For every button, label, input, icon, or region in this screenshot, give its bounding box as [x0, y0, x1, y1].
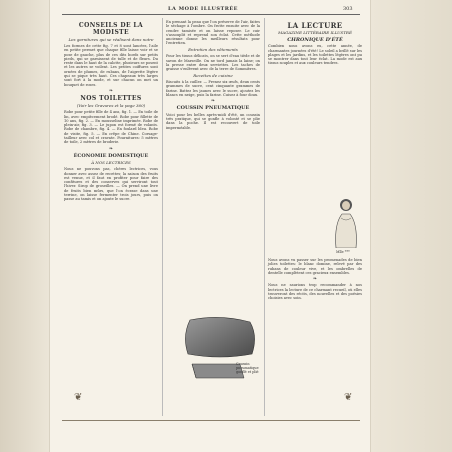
- column-3-lower: [268, 258, 362, 302]
- conseils-text: Les formes de cette fig. 7 et 8 sont lancées, l'aile en petite permet que chaque fille laisse voir et se pose de gauche, plus de ces dits bords sur petits pieds, qui se garnissent de tulle et de fleurs. Du reste dans le haut de la calotte, plusieurs se posent et les autres se voilent. Les petites coiffures sont ornées de plumes, de rubans, de l'aigrette légère qui se pique très haut. Ces chapeaux très larges sont fort à la mode, et sur chacun on met un bouquet de roses.: [64, 44, 158, 87]
- recettes-title: Recettes de cuisine: [193, 72, 233, 78]
- economie-title: ÉCONOMIE DOMESTIQUE: [73, 152, 149, 159]
- chronique-title: CHRONIQUE D'ÉTÉ: [287, 37, 343, 43]
- column-2: [166, 20, 260, 131]
- economie-subtitle: À NOS LECTRICES: [91, 160, 131, 166]
- ornament: ❧: [312, 276, 318, 283]
- lecture-subtitle: MAGAZINE LITTÉRAIRE ILLUSTRÉ: [278, 30, 352, 35]
- header-title: LA MODE ILLUSTRÉE: [168, 6, 238, 12]
- ornament: ❧: [108, 145, 114, 152]
- ornament: ❧: [108, 87, 114, 94]
- toilettes-title: NOS TOILETTES: [80, 95, 142, 103]
- header-rule: [62, 14, 360, 15]
- entretien-title: Entretien des vêtements: [188, 47, 238, 53]
- column-3: [268, 20, 362, 67]
- vine-ornament-right: ❦: [344, 392, 353, 403]
- column-1: [64, 20, 158, 203]
- entretien-text: Pour les tissus délicats, on se sert d'eau tiède et de savon de Marseille. On ne tord jamais la laine; on la presse entre deux serviettes. Les taches de graisse s'enlèvent avec de la terre de Sommières.: [166, 54, 260, 72]
- right-margin-shadow: [370, 0, 452, 452]
- ornament: ❧: [210, 98, 216, 105]
- vine-ornament-left: ❦: [74, 392, 83, 403]
- lecture-title: LA LECTURE: [287, 21, 343, 30]
- column-separator: [162, 18, 163, 416]
- portrait-caption: Mlle ***: [336, 250, 350, 254]
- toilettes-text: Robe pour petite fille de 4 ans, fig. 1. — En toile de lin, avec empiècement brodé. Robe pour fillette de 10 ans, fig. 2. — En mousseline imprimée. Robe de plein-air, fig. 3. — Le jupon est formé de volants. Robe de chambre, fig. 4. — En foulard bleu. Robe de visite, fig. 5. — En crêpe de Chine. Corsage-tailleur avec col et cravate. Fournitures: 5 mètres de toile, 2 mètres de broderie.: [64, 110, 158, 145]
- coussin-text: Voici pour les belles après-midi d'été, un coussin très pratique, qui se gonfle à volonté et se plie dans la poche. Il est recouvert de toile imperméable.: [166, 112, 260, 130]
- cushion-caption: Coussin pneumatique gonflé et plié: [236, 362, 259, 374]
- col2-text-1: En prenant la peau que l'on préserve de l'air, faites le séchage à l'ombre. On frotte ensuite avec de la cendre tamisée et on laisse reposer. Le cuir s'assouplit et reprend son éclat. Cette méthode ancienne donne les meilleurs résultats pour l'entretien.: [166, 20, 260, 46]
- chronique-text-2: Nous avons vu passer sur les promenades de bien jolies toilettes: le blanc domine, relevé par des rubans de couleur vive, et les ombrelles de dentelle complètent ces gracieux ensembles.: [268, 258, 362, 275]
- cushion-illustration: [180, 314, 262, 400]
- recettes-text: Biscuits à la cuiller. — Prenez six œufs, deux cents grammes de sucre, cent cinquante grammes de farine. Battez les jaunes avec le sucre, ajoutez les blancs en neige, puis la farine. Cuisez à four doux.: [166, 79, 260, 97]
- toilettes-subtitle: (Voir les Gravures et la page 360): [76, 103, 146, 109]
- lecture-footer-text: Nous ne saurions trop recommander à nos lectrices la lecture de ce charmant recueil, où elles trouveront des récits, des nouvelles et des poésies choisies avec soin.: [268, 283, 362, 301]
- footer-rule: [62, 420, 360, 421]
- left-margin-shadow: [0, 0, 50, 452]
- portrait-illustration: [330, 196, 362, 248]
- column-separator: [264, 18, 265, 416]
- page-number: 303: [343, 6, 353, 12]
- economie-text: Nous ne pouvons pas, chères lectrices, vous donner avec assez de recettes; la saison des fruits est venue, et il faut en profiter pour faire des confitures et des conserves qui serviront tout l'hiver. Sirop de groseilles. — On prend une livre de fruits bien mûrs, que l'on écrase dans une terrine, on laisse fermenter trois jours, puis on passe au tamis et on ajoute le sucre.: [64, 167, 158, 202]
- coussin-title: COUSSIN PNEUMATIQUE: [176, 105, 250, 112]
- conseils-title: CONSEILS DE LA MODISTE: [78, 22, 144, 36]
- conseils-subtitle: Les garnitures qui se réalisent dans notre: [68, 37, 154, 42]
- chronique-text: Combien nous avons eu, cette année, de charmantes journées d'été! Le soleil a brillé sur les plages et les jardins, et les toilettes légères ont pu se montrer dans tout leur éclat. La mode est aux tissus souples et aux couleurs tendres.: [268, 44, 362, 66]
